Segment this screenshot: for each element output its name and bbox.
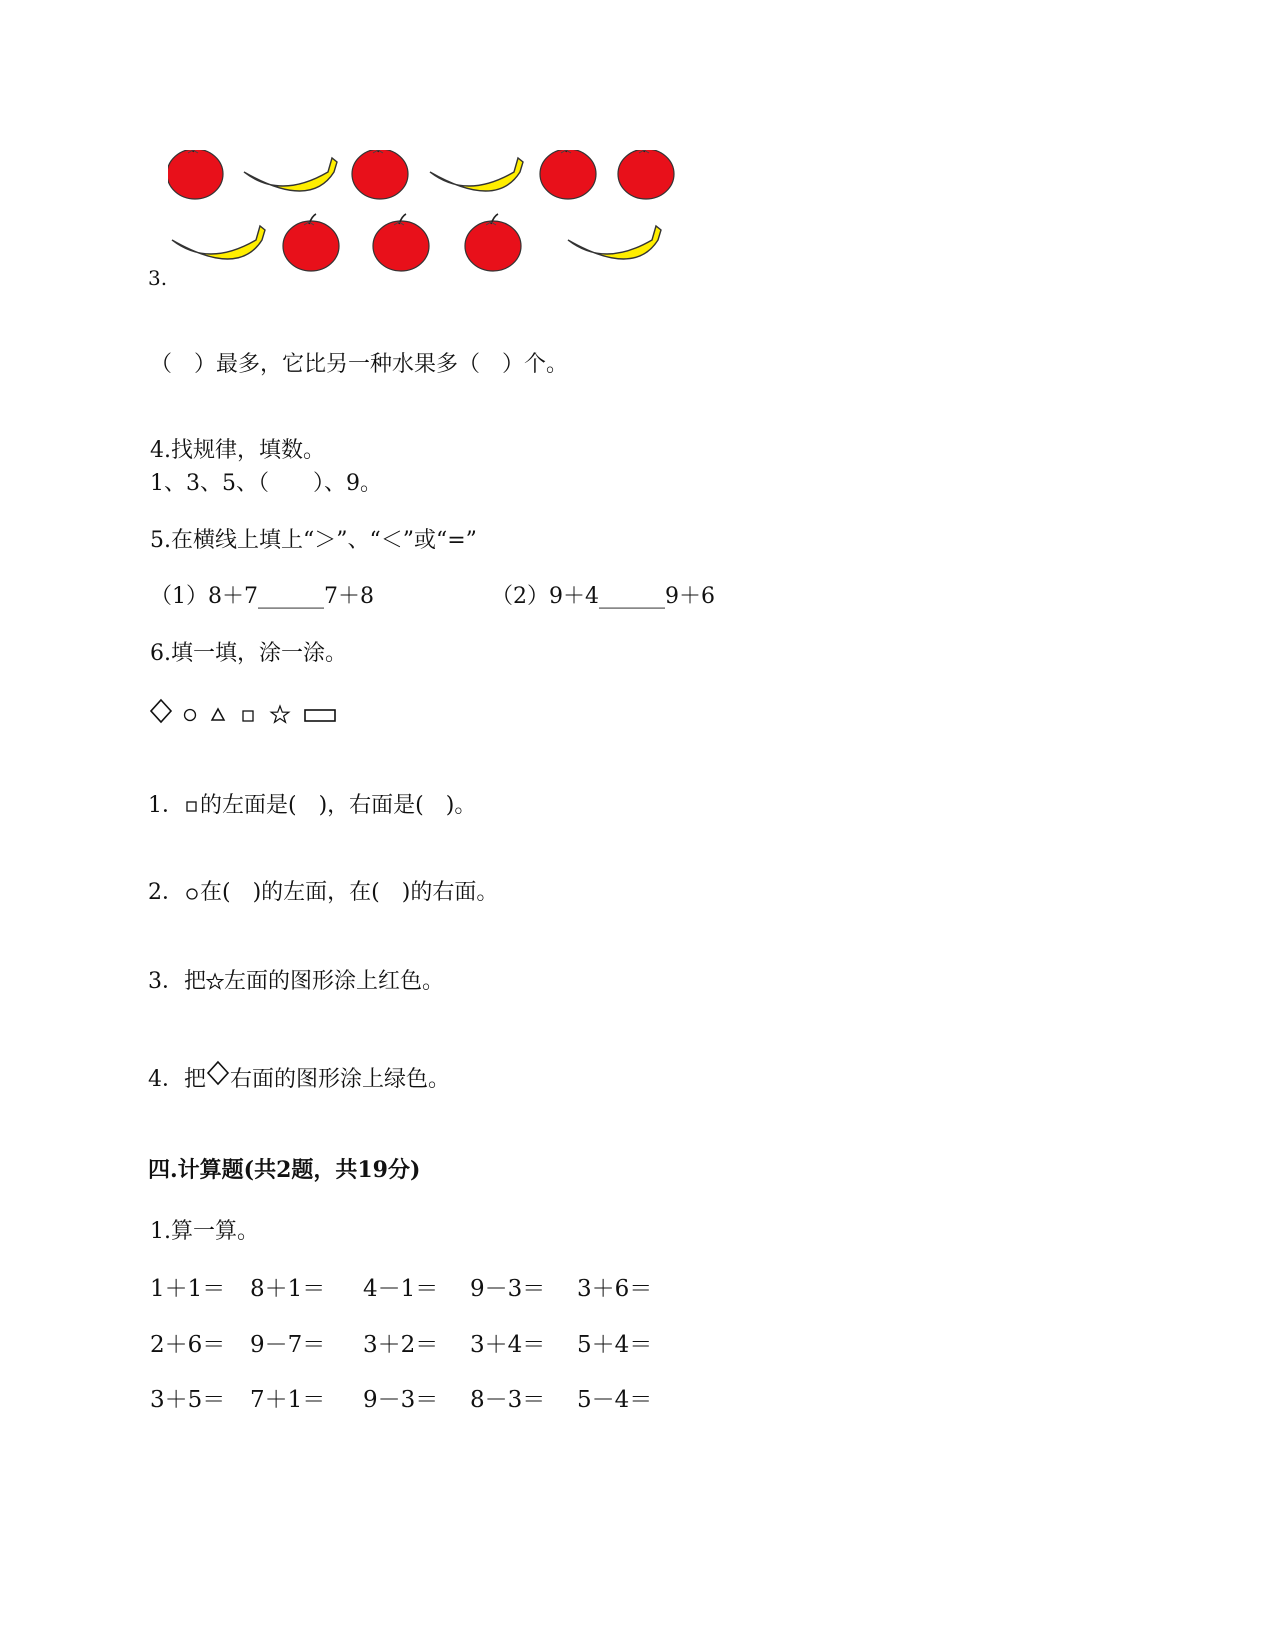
equation-row xyxy=(150,1326,710,1358)
question-number: 3. xyxy=(148,266,168,290)
sub-pre: 把 xyxy=(184,969,207,994)
q5-item-1: （1）8＋7______7＋8 xyxy=(150,584,374,609)
sub-number: 4． xyxy=(148,1067,184,1092)
q6-sub-4 xyxy=(148,1060,450,1093)
sub-number: 1． xyxy=(148,793,184,818)
equation: 3＋4＝ xyxy=(470,1332,546,1358)
diamond-icon xyxy=(150,697,176,727)
q6-title: 6.填一填，涂一涂。 xyxy=(150,641,347,666)
q6-sub-2 xyxy=(148,880,498,906)
q6-sub-3 xyxy=(148,969,444,995)
q3-prompt: （ ）最多，它比另一种水果多（ ）个。 xyxy=(150,352,569,377)
fruit-picture xyxy=(168,150,710,290)
equation: 8－3＝ xyxy=(470,1387,546,1413)
equation: 4－1＝ xyxy=(363,1276,439,1302)
q5-item-2: （2）9＋4______9＋6 xyxy=(491,584,715,609)
equation: 5－4＝ xyxy=(577,1387,653,1413)
equation: 3＋6＝ xyxy=(577,1276,653,1302)
square-icon xyxy=(237,697,261,727)
q4-title: 4.找规律，填数。 xyxy=(150,438,325,463)
diamond-icon xyxy=(206,1060,230,1088)
equation-row xyxy=(150,1381,710,1413)
apple-icon xyxy=(168,150,223,199)
star-icon xyxy=(206,972,224,990)
sub-number: 3． xyxy=(148,969,184,994)
star-icon xyxy=(266,697,294,727)
sub-text: 右面的图形涂上绿色。 xyxy=(230,1067,451,1092)
q6-sub-1 xyxy=(148,793,476,819)
q4-sequence: 1、3、5、（ ）、9。 xyxy=(150,471,382,496)
rectangle-icon xyxy=(299,697,339,727)
equation: 8＋1＝ xyxy=(250,1276,326,1302)
triangle-icon xyxy=(206,697,232,727)
shape-row xyxy=(150,697,339,727)
apple-icon xyxy=(540,150,596,199)
apple-icon xyxy=(352,150,408,199)
sub-pre: 把 xyxy=(184,1067,207,1092)
equation: 9－3＝ xyxy=(470,1276,546,1302)
apple-icon xyxy=(618,150,674,199)
sub-text: 左面的图形涂上红色。 xyxy=(224,969,445,994)
circle-icon xyxy=(184,883,200,901)
equation: 5＋4＝ xyxy=(577,1332,653,1358)
square-icon xyxy=(184,796,200,814)
equation-row xyxy=(150,1270,710,1302)
section-heading: 四.计算题(共2题，共19分) xyxy=(148,1157,421,1183)
equation: 7＋1＝ xyxy=(250,1387,326,1413)
circle-icon xyxy=(181,697,201,727)
equation: 2＋6＝ xyxy=(150,1332,226,1358)
sub-number: 2． xyxy=(148,880,184,905)
equation: 9－3＝ xyxy=(363,1387,439,1413)
equation: 3＋5＝ xyxy=(150,1387,226,1413)
sub-text: 的左面是( )，右面是( )。 xyxy=(200,793,477,818)
q1-title: 1.算一算。 xyxy=(150,1219,259,1244)
q5-title: 5.在横线上填上“＞”、“＜”或“=” xyxy=(150,528,477,553)
equation: 1＋1＝ xyxy=(150,1276,226,1302)
sub-text: 在( )的左面，在( )的右面。 xyxy=(200,880,499,905)
equation: 3＋2＝ xyxy=(363,1332,439,1358)
equation: 9－7＝ xyxy=(250,1332,326,1358)
